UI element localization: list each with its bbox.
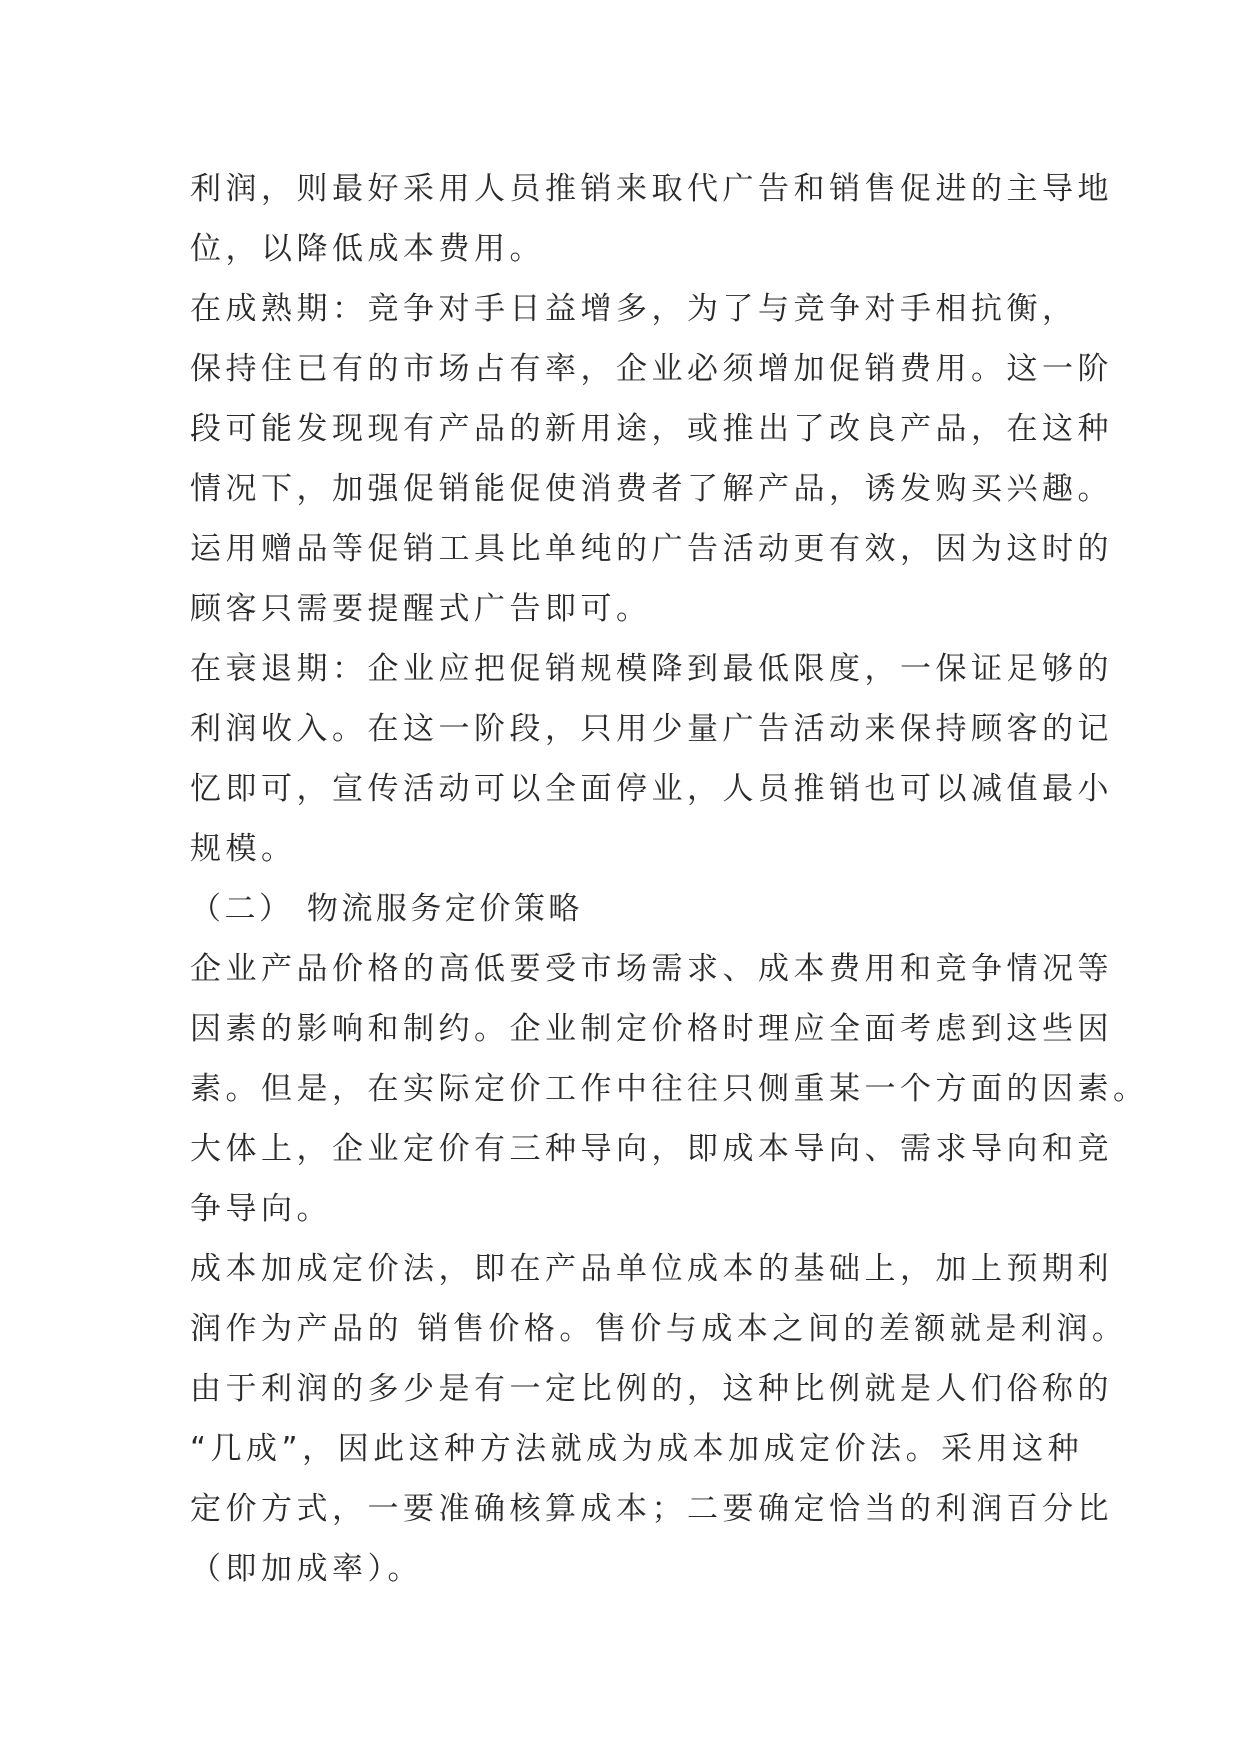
text-line: 利润收入。在这一阶段，只用少量广告活动来保持顾客的记 <box>190 711 1113 747</box>
text-line: 成本加成定价法，即在产品单位成本的基础上，加上预期利 <box>190 1251 1113 1287</box>
text-line: 在衰退期：企业应把促销规模降到最低限度，一保证足够的 <box>190 651 1113 687</box>
text-line: 运用赠品等促销工具比单纯的广告活动更有效，因为这时的 <box>190 531 1113 567</box>
text-line: 争导向。 <box>190 1191 332 1227</box>
text-line: 规模。 <box>190 831 297 867</box>
text-line: 在成熟期：竞争对手日益增多，为了与竞争对手相抗衡， <box>190 291 1078 327</box>
text-line: 素。但是，在实际定价工作中往往只侧重某一个方面的因素。 <box>190 1071 1149 1107</box>
text-line: 位，以降低成本费用。 <box>190 231 545 267</box>
text-line: 情况下，加强促销能促使消费者了解产品，诱发购买兴趣。 <box>190 471 1113 507</box>
text-line: 大体上，企业定价有三种导向，即成本导向、需求导向和竞 <box>190 1131 1113 1167</box>
text-line: 企业产品价格的高低要受市场需求、成本费用和竞争情况等 <box>190 951 1113 987</box>
text-line: （即加成率）。 <box>190 1551 423 1587</box>
text-line: 忆即可，宣传活动可以全面停业，人员推销也可以减值最小 <box>190 771 1113 807</box>
text-line: 因素的影响和制约。企业制定价格时理应全面考虑到这些因 <box>190 1011 1113 1047</box>
text-line: “几成”，因此这种方法就成为成本加成定价法。采用这种 <box>190 1431 1084 1467</box>
text-line: 段可能发现现有产品的新用途，或推出了改良产品，在这种 <box>190 411 1113 447</box>
document-body <box>190 159 1149 1599</box>
text-line: 利润，则最好采用人员推销来取代广告和销售促进的主导地 <box>190 171 1113 207</box>
text-line: 定价方式，一要准确核算成本；二要确定恰当的利润百分比 <box>190 1491 1113 1527</box>
section-heading: （二） 物流服务定价策略 <box>190 891 583 927</box>
text-line: 由于利润的多少是有一定比例的，这种比例就是人们俗称的 <box>190 1371 1113 1407</box>
text-line: 润作为产品的 销售价格。售价与成本之间的差额就是利润。 <box>190 1311 1128 1347</box>
text-line: 顾客只需要提醒式广告即可。 <box>190 591 652 627</box>
text-line: 保持住已有的市场占有率，企业必须增加促销费用。这一阶 <box>190 351 1113 387</box>
